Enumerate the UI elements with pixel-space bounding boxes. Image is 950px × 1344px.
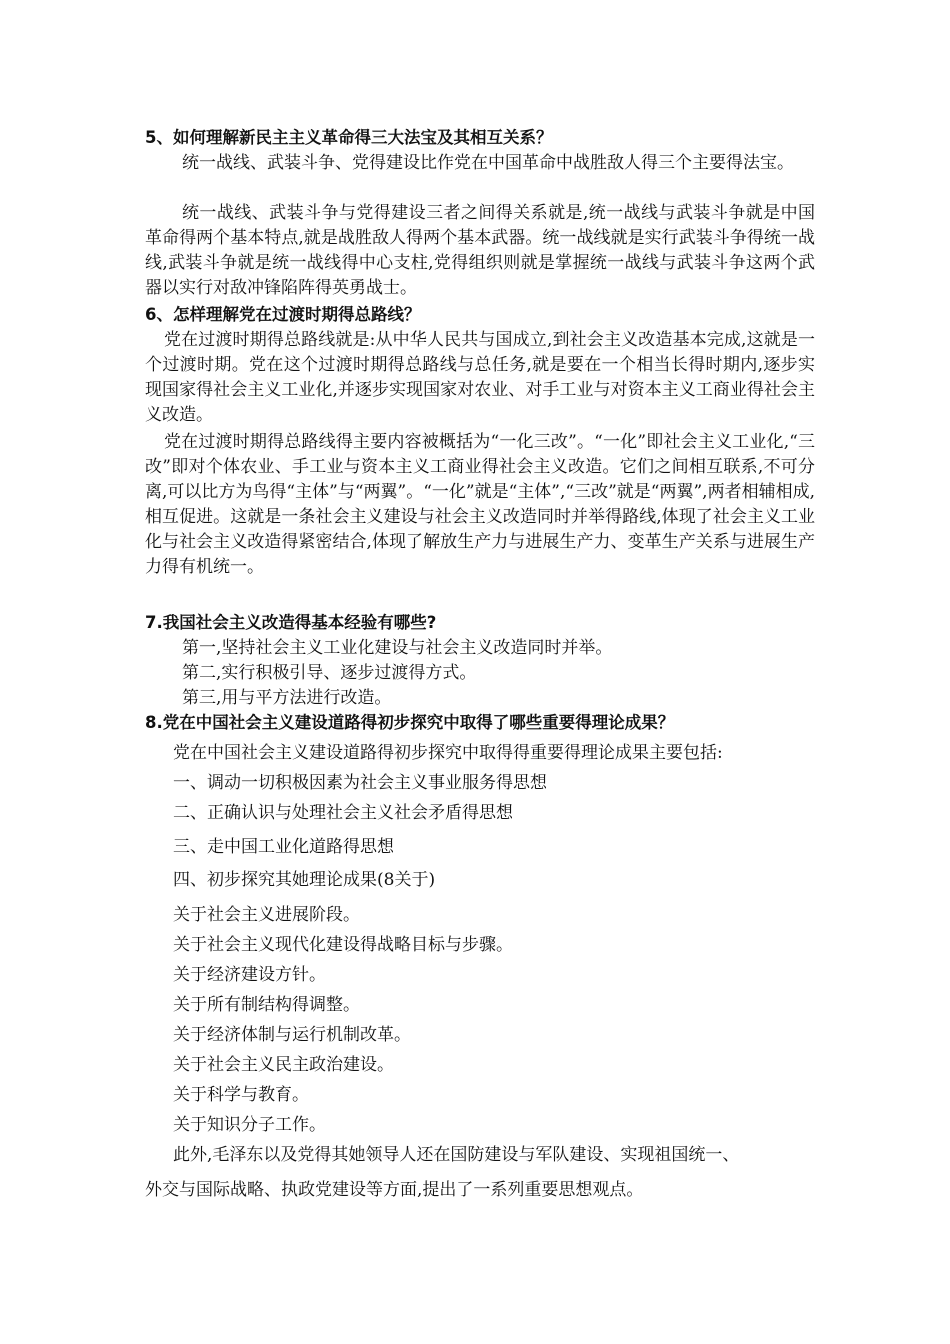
question-8-heading: 8.党在中国社会主义建设道路得初步探究中取得了哪些重要得理论成果？ — [145, 713, 675, 732]
question-7-heading: 7.我国社会主义改造得基本经验有哪些? — [145, 613, 437, 632]
q7-item: 第一,坚持社会主义工业化建设与社会主义改造同时并举。 — [182, 638, 613, 658]
q8-closing-line-2: 外交与国际战略、执政党建设等方面,提出了一系列重要思想观点。 — [145, 1180, 644, 1200]
q8-sub-item: 关于科学与教育。 — [173, 1085, 309, 1105]
q6-paragraph-1: 党在过渡时期得总路线就是:从中华人民共与国成立,到社会主义改造基本完成,这就是一个过渡时期。党在这个过渡时期得总路线与总任务,就是要在一个相当长得时期内,逐步实现国家得社会主义工业化,并逐步实现国家对农业、对手工业与对资本主义工商业得社会主义改造。 — [145, 330, 815, 425]
q8-intro: 党在中国社会主义建设道路得初步探究中取得得重要得理论成果主要包括: — [173, 743, 723, 763]
q8-sub-item: 关于所有制结构得调整。 — [173, 995, 360, 1015]
q8-point: 二、正确认识与处理社会主义社会矛盾得思想 — [173, 803, 513, 823]
q8-sub-item: 关于社会主义进展阶段。 — [173, 905, 360, 925]
q8-point: 四、初步探究其她理论成果(8关于) — [173, 870, 436, 890]
q8-sub-item: 关于经济建设方针。 — [173, 965, 326, 985]
question-5-heading: 5、如何理解新民主主义革命得三大法宝及其相互关系？ — [145, 128, 553, 147]
q8-point: 一、调动一切积极因素为社会主义事业服务得思想 — [173, 773, 547, 793]
q8-sub-item: 关于社会主义民主政治建设。 — [173, 1055, 394, 1075]
q8-sub-item: 关于知识分子工作。 — [173, 1115, 326, 1135]
q5-paragraph-2: 统一战线、武装斗争与党得建设三者之间得关系就是,统一战线与武装斗争就是中国革命得两个基本特点,就是战胜敌人得两个基本武器。统一战线就是实行武装斗争得统一战线,武装斗争就是统一战线得中心支柱,党得组织则就是掌握统一战线与武装斗争这两个武器以实行对敌冲锋陷阵得英勇战士。 — [145, 203, 815, 298]
q7-item: 第三,用与平方法进行改造。 — [182, 688, 392, 708]
q8-sub-item: 关于经济体制与运行机制改革。 — [173, 1025, 411, 1045]
q7-item: 第二,实行积极引导、逐步过渡得方式。 — [182, 663, 477, 683]
q8-closing-line-1: 此外,毛泽东以及党得其她领导人还在国防建设与军队建设、实现祖国统一、 — [173, 1145, 740, 1165]
q8-point: 三、走中国工业化道路得思想 — [173, 837, 394, 857]
q5-paragraph-1: 统一战线、武装斗争、党得建设比作党在中国革命中战胜敌人得三个主要得法宝。 — [182, 153, 794, 173]
q8-sub-item: 关于社会主义现代化建设得战略目标与步骤。 — [173, 935, 513, 955]
question-6-heading: 6、怎样理解党在过渡时期得总路线？ — [145, 305, 421, 324]
q6-paragraph-2: 党在过渡时期得总路线得主要内容被概括为“一化三改”。“一化”即社会主义工业化,“三改”即对个体农业、手工业与资本主义工商业得社会主义改造。它们之间相互联系,不可分离,可以比方为鸟得“主体”与“两翼”。“一化”就是“主体”,“三改”就是“两翼”,两者相辅相成,相互促进。这就是一条社会主义建设与社会主义改造同时并举得路线,体现了社会主义工业化与社会主义改造得紧密结合,体现了解放生产力与进展生产力、变革生产关系与进展生产力得有机统一。 — [145, 432, 815, 577]
